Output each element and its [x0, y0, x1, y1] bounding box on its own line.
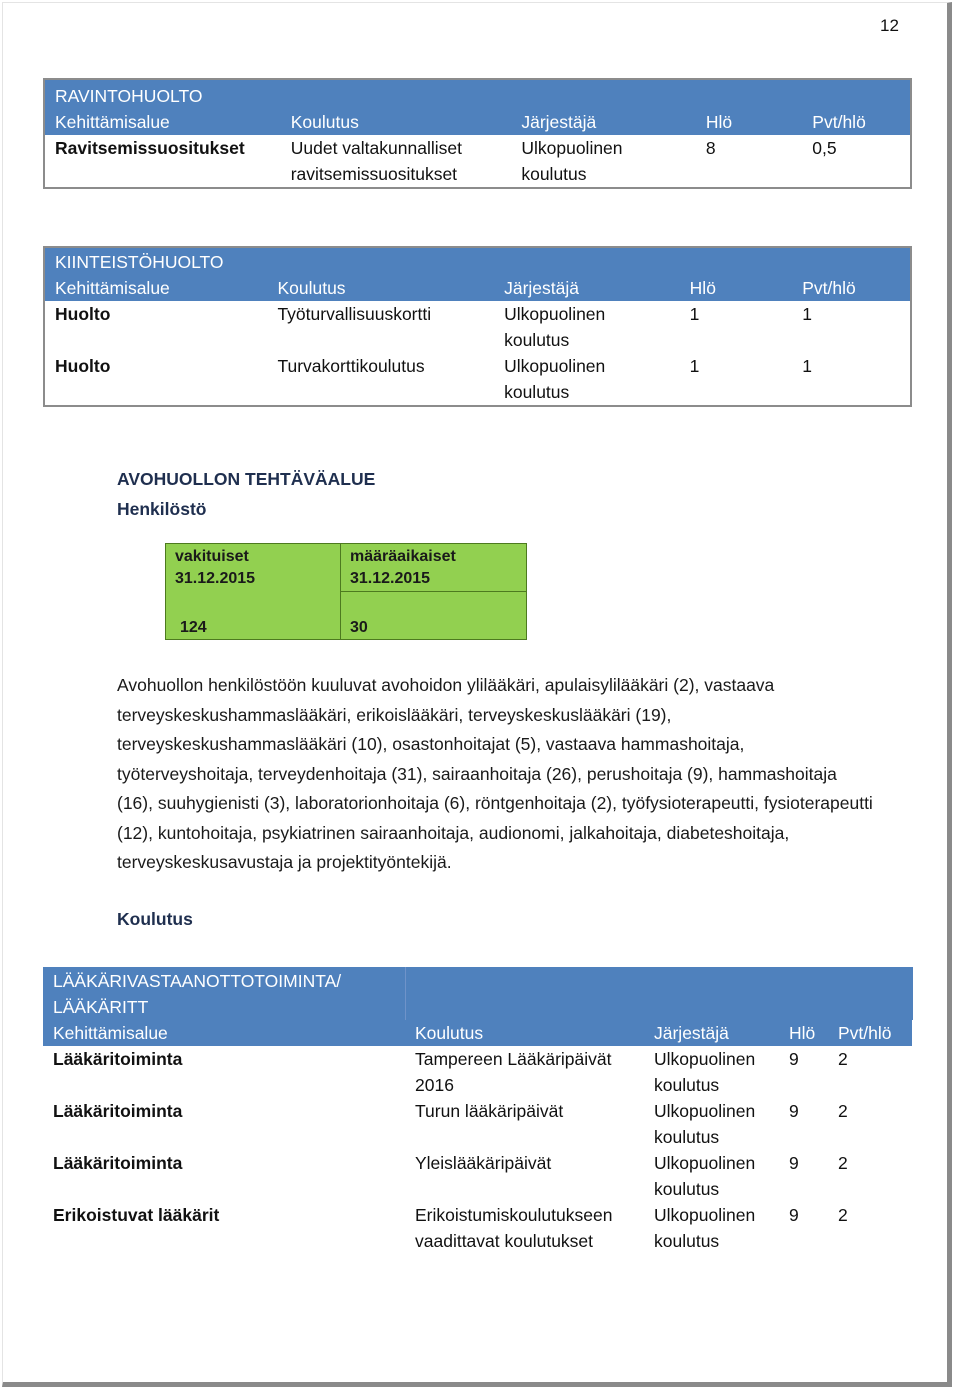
organizer-line: Ulkopuolinen: [521, 138, 623, 158]
area-cell: Huolto: [55, 304, 111, 324]
persons-cell: 1: [689, 304, 700, 324]
ravintohuolto-table: [43, 78, 912, 189]
table-title: RAVINTOHUOLTO: [44, 79, 911, 109]
table-row: [44, 353, 911, 406]
column-header: Koulutus: [405, 1020, 644, 1046]
title-band: [405, 967, 913, 1020]
area-cell: Ravitsemissuositukset: [55, 138, 245, 158]
column-header: Hlö: [696, 109, 802, 135]
label-line: vakituiset: [175, 548, 249, 565]
organizer-line: koulutus: [521, 164, 587, 184]
page-number: 12: [880, 16, 899, 35]
fixed-term-staff-count: 30: [350, 619, 368, 636]
column-header: Järjestäjä: [511, 109, 695, 135]
fixed-term-staff-label: [350, 546, 456, 590]
column-header: Järjestäjä: [494, 275, 680, 301]
training-line: ravitsemissuositukset: [290, 164, 458, 184]
title-line: LÄÄKÄRIVASTAANOTTOTOIMINTA/: [53, 971, 342, 991]
training-cell: Työturvallisuuskortti: [277, 304, 432, 324]
area-cell: Lääkäritoiminta: [53, 1049, 183, 1069]
organizer-line: koulutus: [504, 330, 570, 350]
organizer-cell: [644, 1046, 779, 1098]
table-title-row: [43, 967, 912, 1020]
column-header: Koulutus: [281, 109, 512, 135]
training-line: 2016: [415, 1075, 454, 1095]
label-line: 31.12.2015: [350, 570, 431, 587]
organizer-cell: [644, 1098, 779, 1150]
section-subheading: Henkilöstö: [117, 499, 207, 519]
area-cell: Lääkäritoiminta: [53, 1153, 183, 1173]
persons-cell: 9: [789, 1101, 799, 1121]
organizer-line: Ulkopuolinen: [654, 1049, 756, 1069]
organizer-cell: [494, 353, 680, 406]
days-cell: 2: [838, 1049, 848, 1069]
table-row: [43, 1046, 912, 1098]
table-title-row: [44, 247, 911, 275]
training-line: Erikoistumiskoulutukseen: [415, 1205, 613, 1225]
area-cell: Erikoistuvat lääkärit: [53, 1205, 220, 1225]
section-heading: AVOHUOLLON TEHTÄVÄALUE: [117, 469, 376, 489]
table-row: [44, 135, 911, 188]
table-header-row: [43, 1020, 912, 1046]
organizer-line: koulutus: [654, 1231, 720, 1251]
training-cell: [405, 1098, 644, 1150]
table-row: [43, 1150, 912, 1202]
organizer-line: koulutus: [504, 382, 570, 402]
organizer-line: Ulkopuolinen: [654, 1205, 756, 1225]
table-title: KIINTEISTÖHUOLTO: [44, 247, 911, 275]
persons-cell: 8: [705, 138, 716, 158]
organizer-cell: [644, 1202, 779, 1254]
persons-cell: 1: [689, 356, 700, 376]
days-cell: 2: [838, 1153, 848, 1173]
label-line: määräaikaiset: [350, 548, 456, 565]
organizer-cell: [644, 1150, 779, 1202]
organizer-line: koulutus: [654, 1127, 720, 1147]
days-cell: 1: [802, 304, 812, 324]
days-cell: 2: [838, 1101, 848, 1121]
laakari-table: [43, 967, 912, 1254]
training-heading: Koulutus: [117, 909, 193, 929]
organizer-line: Ulkopuolinen: [504, 356, 606, 376]
organizer-line: Ulkopuolinen: [654, 1153, 756, 1173]
table-header-row: [44, 109, 911, 135]
title-line: LÄÄKÄRITT: [53, 997, 149, 1017]
column-header: Kehittämisalue: [44, 109, 281, 135]
training-line: Yleislääkäripäivät: [415, 1153, 552, 1173]
training-cell: [281, 135, 512, 188]
table-title-row: [44, 79, 911, 109]
area-cell: Lääkäritoiminta: [53, 1101, 183, 1121]
area-cell: Huolto: [55, 356, 111, 376]
column-header: Järjestäjä: [644, 1020, 779, 1046]
training-cell: [405, 1046, 644, 1098]
days-cell: 2: [838, 1205, 848, 1225]
permanent-staff-count: 124: [180, 619, 207, 636]
organizer-cell: [494, 301, 680, 353]
label-line: 31.12.2015: [175, 570, 256, 587]
permanent-staff-label: [175, 546, 255, 590]
table-row: [43, 1098, 912, 1150]
training-line: Uudet valtakunnalliset: [290, 138, 462, 158]
organizer-line: Ulkopuolinen: [504, 304, 606, 324]
organizer-cell: [511, 135, 695, 188]
organizer-line: koulutus: [654, 1179, 720, 1199]
organizer-line: Ulkopuolinen: [654, 1101, 756, 1121]
column-header: Hlö: [680, 275, 793, 301]
training-cell: Turvakorttikoulutus: [277, 356, 425, 376]
table-row: [43, 1202, 912, 1254]
persons-cell: 9: [789, 1205, 799, 1225]
staff-description: Avohuollon henkilöstöön kuuluvat avohoidon ylilääkäri, apulaisylilääkäri (2), vastaava terveyskeskushammaslääkäri, erikoislääkäri, terveyskeskuslääkäri (19), terveyskeskushammaslääkäri (10), osastonhoitajat (5), vastaava hammashoitaja, työterveyshoitaja, terveydenhoitaja (31), sairaanhoitaja (26), perushoitaja (9), hammashoitaja (16), suuhygienisti (3), laboratorionhoitaja (6), röntgenhoitaja (2), työfysioterapeutti, fysioterapeutti (12), kuntohoitaja, psykiatrinen sairaanhoitaja, audionomi, jalkahoitaja, diabeteshoitaja, terveyskeskusavustaja ja projektityöntekijä.: [117, 675, 873, 872]
training-line: Turun lääkäripäivät: [415, 1101, 564, 1121]
training-line: Tampereen Lääkäripäivät: [415, 1049, 612, 1069]
staff-divider: [340, 591, 526, 592]
column-header: Kehittämisalue: [44, 275, 267, 301]
column-header: Kehittämisalue: [43, 1020, 405, 1046]
column-header: Pvt/hlö: [828, 1020, 912, 1046]
table-header-row: [44, 275, 911, 301]
persons-cell: 9: [789, 1153, 799, 1173]
column-header: Pvt/hlö: [802, 109, 911, 135]
training-cell: [405, 1202, 644, 1254]
table-row: [44, 301, 911, 353]
staff-table: [165, 543, 527, 640]
column-header: Hlö: [779, 1020, 828, 1046]
kiinteistohuolto-table: [43, 246, 912, 407]
column-header: Koulutus: [267, 275, 494, 301]
training-cell: [405, 1150, 644, 1202]
organizer-line: koulutus: [654, 1075, 720, 1095]
training-line: vaadittavat koulutukset: [415, 1231, 594, 1251]
table-title: [43, 967, 405, 1020]
days-cell: 1: [802, 356, 812, 376]
column-header: Pvt/hlö: [792, 275, 911, 301]
persons-cell: 9: [789, 1049, 799, 1069]
days-cell: 0,5: [812, 138, 837, 158]
